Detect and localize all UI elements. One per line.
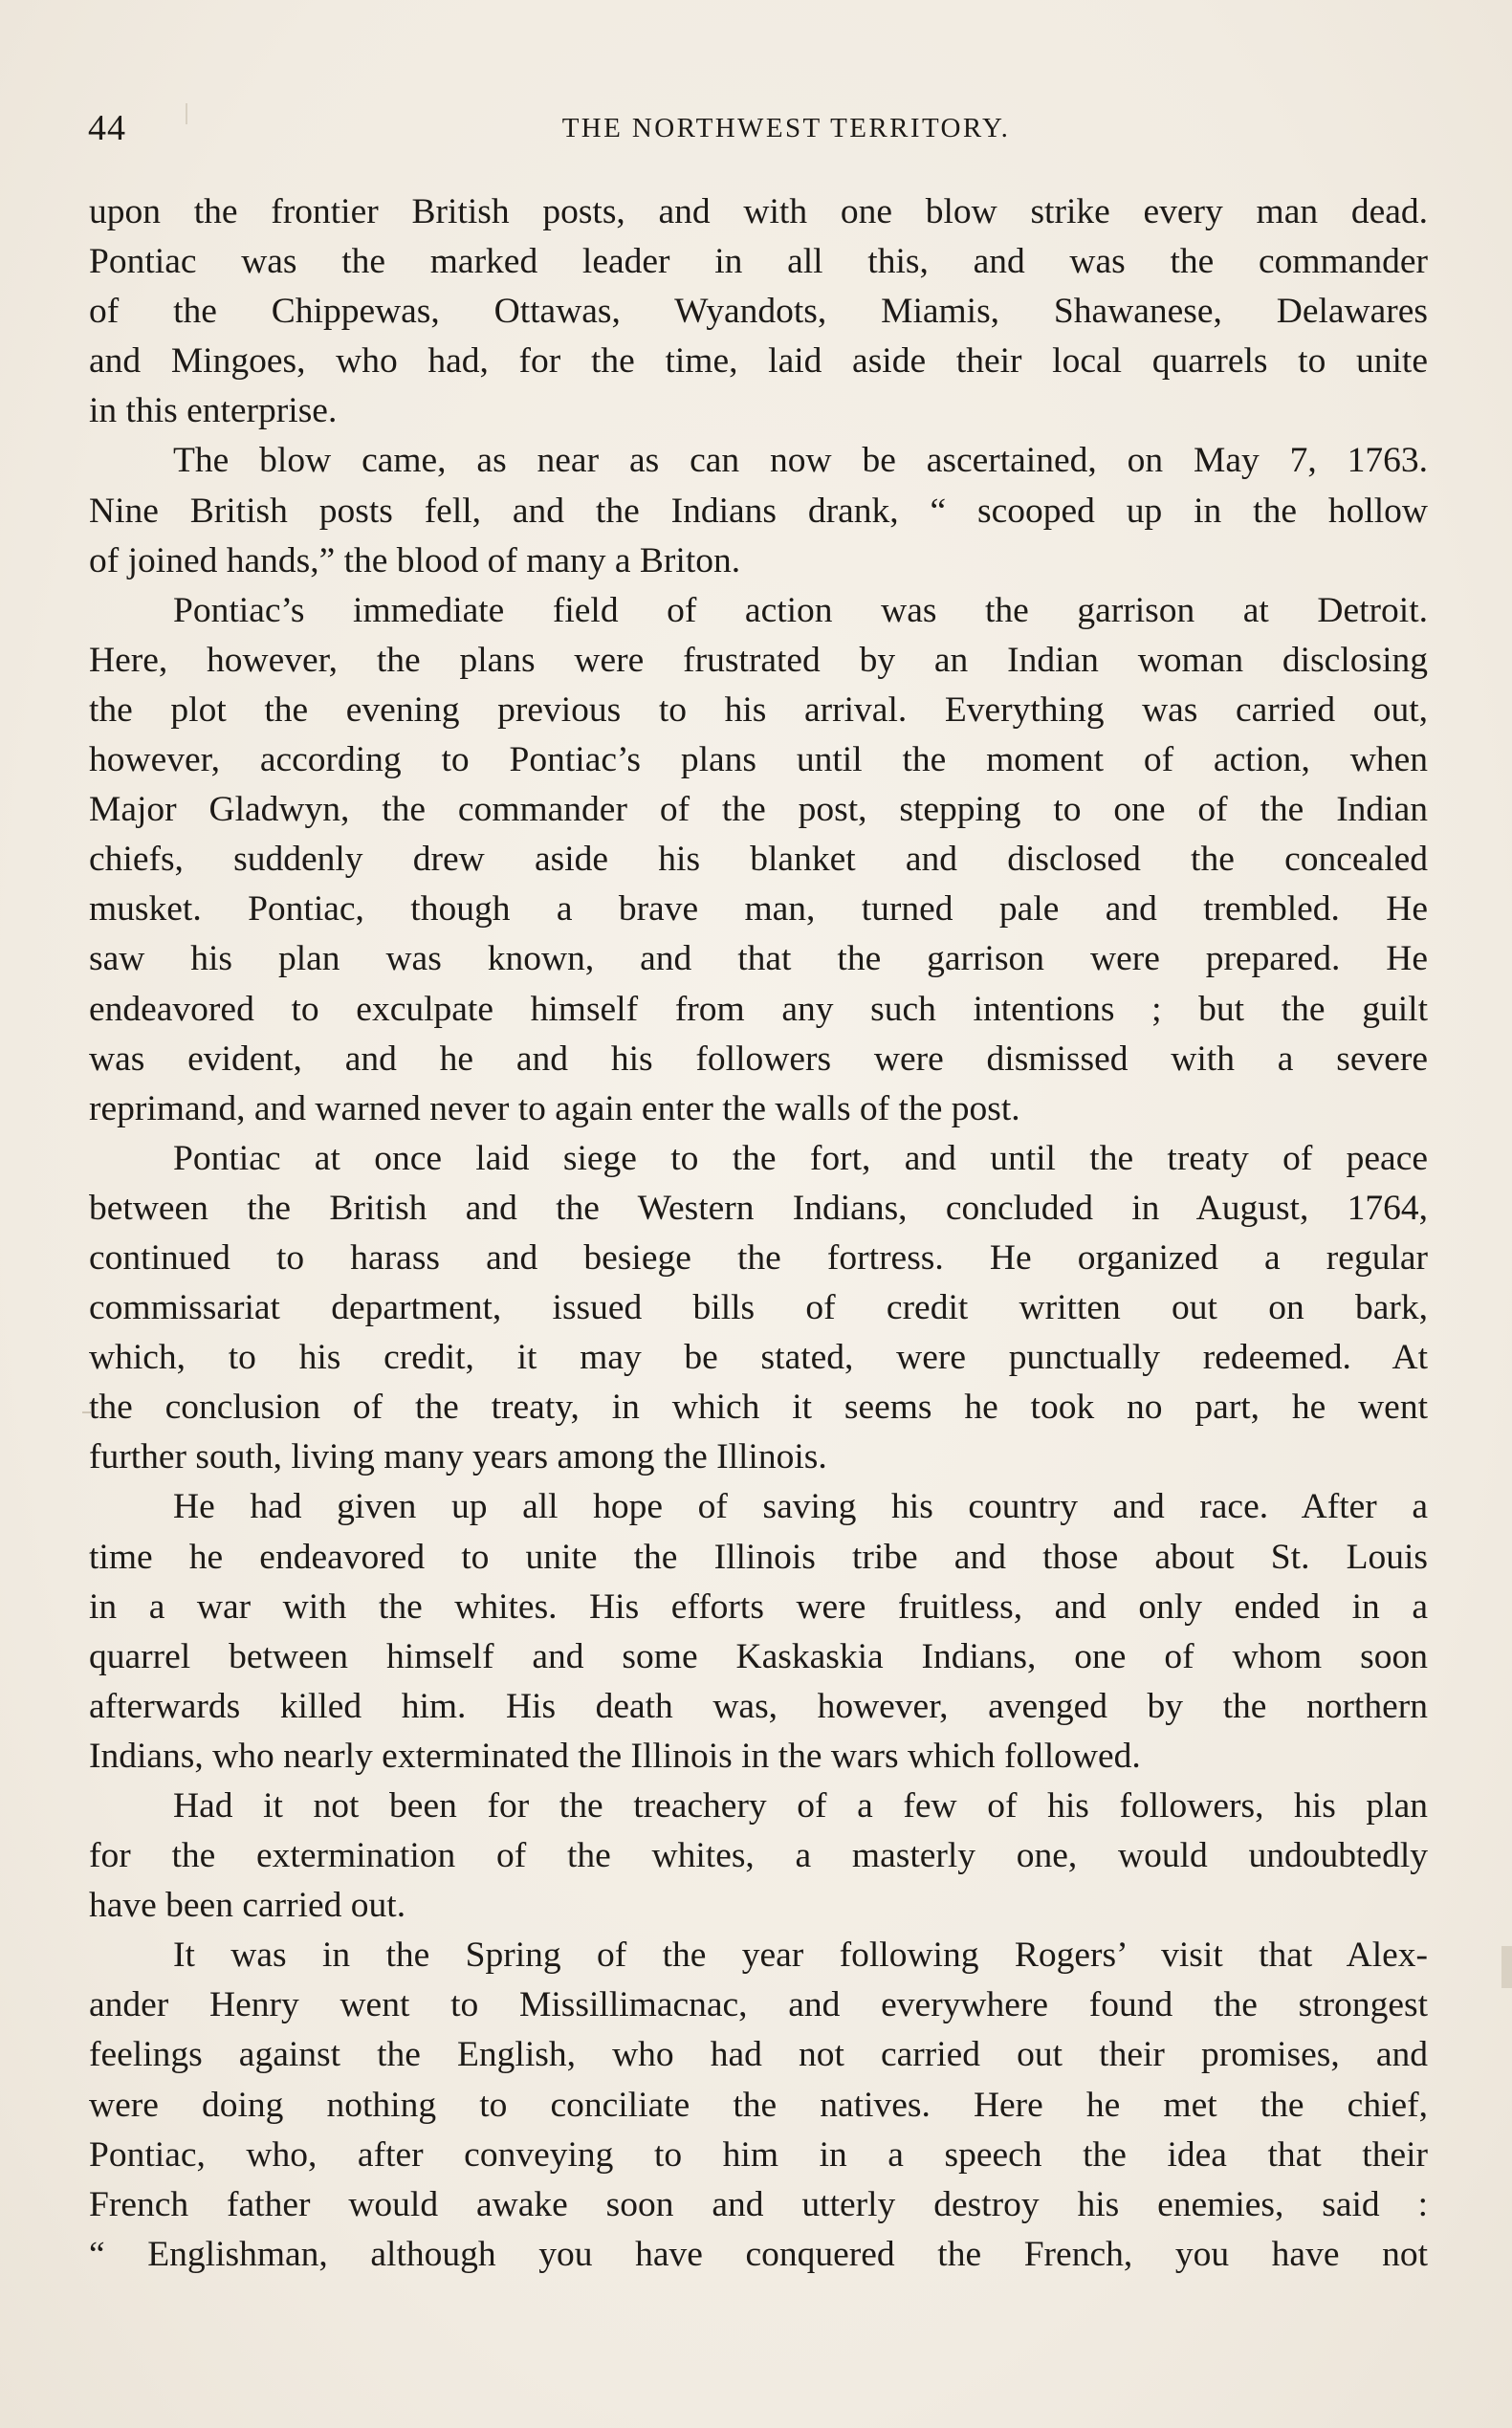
- text-line: French father would awake soon and utterly destroy his enemies, said :: [89, 2184, 1428, 2224]
- text-line: quarrel between himself and some Kaskaskia Indians, one of whom soon: [89, 1636, 1428, 1676]
- page-number: 44: [88, 108, 126, 148]
- text-line: musket. Pontiac, though a brave man, turned pale and trembled. He: [89, 889, 1428, 930]
- page-header: [88, 107, 1427, 155]
- text-line: for the extermination of the whites, a masterly one, would undoubtedly: [89, 1836, 1428, 1876]
- text-line: continued to harass and besiege the fortress. He organized a regular: [89, 1237, 1428, 1278]
- text-line: and Mingoes, who had, for the time, laid aside their local quarrels to unite: [89, 341, 1428, 382]
- text-line: upon the frontier British posts, and with one blow strike every man dead.: [89, 192, 1428, 231]
- paragraph: [89, 436, 1428, 585]
- text-line: have been carried out.: [89, 1886, 406, 1926]
- text-line: Pontiac was the marked leader in all this, and was the commander: [89, 242, 1428, 282]
- text-line: however, according to Pontiac’s plans until the moment of action, when: [89, 740, 1428, 780]
- text-line: endeavored to exculpate himself from any such intentions ; but the guilt: [89, 989, 1428, 1029]
- text-line: between the British and the Western Indians, concluded in August, 1764,: [89, 1188, 1428, 1228]
- paragraph: [89, 1134, 1428, 1483]
- text-line: Had it not been for the treachery of a few of his followers, his plan: [173, 1786, 1428, 1826]
- text-line: reprimand, and warned never to again enter the walls of the post.: [89, 1088, 1020, 1128]
- text-line: Major Gladwyn, the commander of the post, stepping to one of the Indian: [89, 790, 1428, 830]
- paragraph: [89, 1482, 1428, 1782]
- text-line: the plot the evening previous to his arrival. Everything was carried out,: [89, 689, 1428, 730]
- text-line: Here, however, the plans were frustrated by an Indian woman disclosing: [89, 640, 1428, 680]
- text-line: were doing nothing to conciliate the natives. Here he met the chief,: [89, 2085, 1428, 2125]
- text-line: “ Englishman, although you have conquered the French, you have not: [89, 2234, 1428, 2274]
- paragraph: [89, 586, 1428, 1134]
- text-line: afterwards killed him. His death was, however, avenged by the northern: [89, 1686, 1428, 1726]
- text-line: He had given up all hope of saving his country and race. After a: [173, 1487, 1428, 1527]
- paragraph: [89, 187, 1428, 436]
- edge-mark: [1501, 1946, 1512, 1988]
- text-line: of the Chippewas, Ottawas, Wyandots, Miamis, Shawanese, Delawares: [89, 292, 1428, 332]
- text-line: saw his plan was known, and that the garrison were prepared. He: [89, 939, 1428, 979]
- text-line: the conclusion of the treaty, in which it seems he took no part, he went: [89, 1388, 1428, 1428]
- body-text: [89, 187, 1428, 2280]
- text-line: Indians, who nearly exterminated the Illinois in the wars which followed.: [89, 1736, 1141, 1776]
- text-line: commissariat department, issued bills of credit written out on bark,: [89, 1288, 1428, 1328]
- text-line: Nine British posts fell, and the Indians drank, “ scooped up in the hollow: [89, 491, 1428, 531]
- text-line: Pontiac’s immediate field of action was the garrison at Detroit.: [173, 590, 1428, 630]
- running-head: THE NORTHWEST TERRITORY.: [561, 113, 1011, 143]
- text-line: of joined hands,” the blood of many a Briton.: [89, 540, 741, 580]
- text-line: Pontiac at once laid siege to the fort, and until the treaty of peace: [173, 1138, 1428, 1178]
- text-line: chiefs, suddenly drew aside his blanket and disclosed the concealed: [89, 840, 1428, 880]
- text-line: It was in the Spring of the year following Rogers’ visit that Alex-: [173, 1936, 1428, 1976]
- text-line: Pontiac, who, after conveying to him in a speech the idea that their: [89, 2134, 1428, 2175]
- text-line: further south, living many years among the Illinois.: [89, 1437, 827, 1477]
- paragraph: [89, 1931, 1428, 2280]
- text-line: feelings against the English, who had not carried out their promises, and: [89, 2035, 1428, 2075]
- text-line: which, to his credit, it may be stated, were punctually redeemed. At: [89, 1338, 1428, 1378]
- paragraph: [89, 1782, 1428, 1931]
- text-line: in this enterprise.: [89, 391, 338, 431]
- text-line: in a war with the whites. His efforts were fruitless, and only ended in a: [89, 1586, 1428, 1627]
- text-line: was evident, and he and his followers were dismissed with a severe: [89, 1039, 1428, 1079]
- text-line: ander Henry went to Missillimacnac, and everywhere found the strongest: [89, 1985, 1428, 2025]
- text-line: The blow came, as near as can now be ascertained, on May 7, 1763.: [173, 441, 1428, 481]
- text-line: time he endeavored to unite the Illinois tribe and those about St. Louis: [89, 1537, 1428, 1577]
